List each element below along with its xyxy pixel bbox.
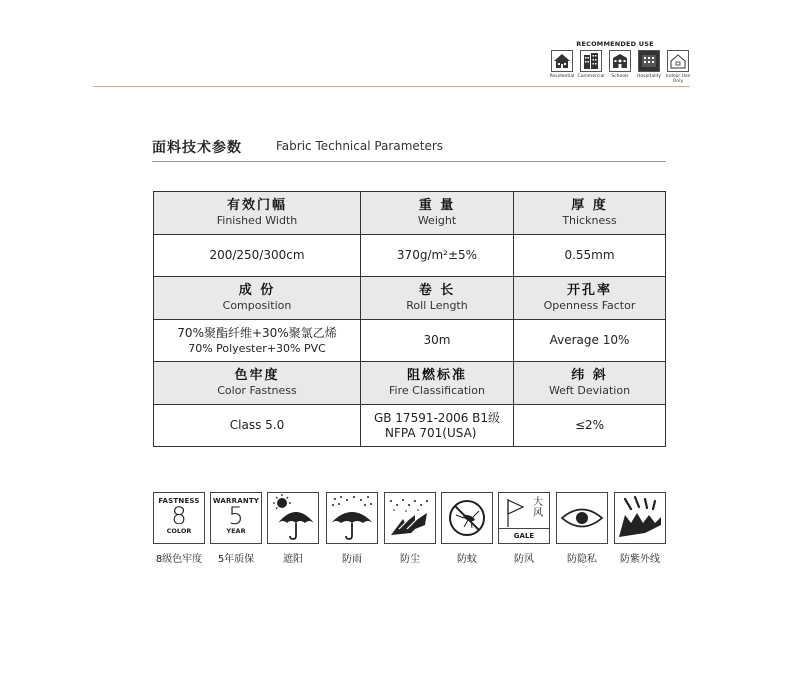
feature-privacy xyxy=(556,492,608,565)
header-en: Weft Deviation xyxy=(548,384,631,397)
eye-icon xyxy=(556,492,608,544)
rec-commercial-label: Commercial xyxy=(577,74,605,79)
uv-block-icon xyxy=(614,492,666,544)
feature-label: 防风 xyxy=(514,554,534,565)
header-cell-roll-length xyxy=(361,277,514,320)
badge-number: 8 xyxy=(171,502,187,530)
feature-label: 防紫外线 xyxy=(620,554,660,565)
badge-bottom-text: YEAR xyxy=(226,527,246,535)
header-cn: 成 份 xyxy=(238,283,276,298)
rec-hospitality-label: Hospitality xyxy=(636,74,662,79)
feature-label: 8级色牢度 xyxy=(155,554,203,565)
table-header-row xyxy=(154,277,666,320)
feature-mosquito-proof xyxy=(441,492,493,565)
school-icon xyxy=(609,50,631,72)
header-cn: 阻燃标准 xyxy=(406,368,467,383)
rec-residential xyxy=(548,50,576,79)
section-title-cn: 面料技术参数 xyxy=(152,140,242,156)
header-cn: 有效门幅 xyxy=(226,198,287,213)
gale-flag-icon xyxy=(498,492,550,544)
feature-label: 防隐私 xyxy=(567,554,597,565)
value-text: NFPA 701(USA) xyxy=(385,425,477,440)
rec-residential-label: Residential xyxy=(549,74,575,79)
feature-color-fastness xyxy=(153,492,205,565)
residential-icon xyxy=(551,50,573,72)
header-divider xyxy=(93,86,690,87)
header-cn: 重 量 xyxy=(418,198,456,213)
color-fastness-badge-icon xyxy=(153,492,205,544)
header-cell-fire xyxy=(361,362,514,405)
header-cell-weft xyxy=(514,362,666,405)
feature-label: 防蚊 xyxy=(457,554,477,565)
dust-icon xyxy=(384,492,436,544)
no-mosquito-icon xyxy=(441,492,493,544)
header-en: Openness Factor xyxy=(543,299,636,312)
rec-schools xyxy=(606,50,634,79)
header-en: Roll Length xyxy=(406,299,468,312)
indoor-use-icon xyxy=(667,50,689,72)
header-cell-composition xyxy=(154,277,361,320)
header-cn: 色牢度 xyxy=(234,368,280,383)
table-row xyxy=(154,405,666,447)
recommended-use-title: RECOMMENDED USE xyxy=(576,40,654,48)
feature-label: 防尘 xyxy=(400,554,420,565)
header-en: Composition xyxy=(222,299,292,312)
sun-umbrella-icon xyxy=(267,492,319,544)
gale-label: GALE xyxy=(499,528,549,543)
value-cell-color-fastness xyxy=(154,405,361,447)
value-cell-weft xyxy=(514,405,666,447)
value-cell-openness xyxy=(514,320,666,362)
gale-cn-bottom: 风 xyxy=(533,508,543,519)
feature-label: 防雨 xyxy=(342,554,362,565)
section-title-en: Fabric Technical Parameters xyxy=(276,139,444,153)
rec-commercial xyxy=(577,50,605,79)
value-text: Class 5.0 xyxy=(229,418,285,432)
feature-uv-protection xyxy=(614,492,666,565)
value-text: 70%聚酯纤维+30%聚氯乙烯 xyxy=(177,325,337,340)
table-header-row xyxy=(154,362,666,405)
warranty-badge-icon xyxy=(210,492,262,544)
value-cell-thickness xyxy=(514,235,666,277)
rec-hospitality xyxy=(635,50,663,79)
value-cell-width xyxy=(154,235,361,277)
value-text: GB 17591-2006 B1级 xyxy=(373,410,501,425)
gale-cn-top: 大 xyxy=(533,497,543,508)
badge-top-text: FASTNESS xyxy=(158,497,200,505)
badge-top-text: WARRANTY xyxy=(212,497,260,505)
feature-dustproof xyxy=(384,492,436,565)
rec-indoor xyxy=(664,50,692,84)
commercial-icon xyxy=(580,50,602,72)
value-cell-roll-length xyxy=(361,320,514,362)
header-cn: 开孔率 xyxy=(566,283,612,298)
parameters-table xyxy=(153,191,666,447)
value-text: 370g/m²±5% xyxy=(396,248,478,262)
header-cell-thickness xyxy=(514,192,666,235)
table-row xyxy=(154,320,666,362)
feature-windproof xyxy=(498,492,550,565)
feature-label: 遮阳 xyxy=(283,554,303,565)
header-cell-openness xyxy=(514,277,666,320)
value-cell-weight xyxy=(361,235,514,277)
feature-rainproof xyxy=(326,492,378,565)
header-cn: 卷 长 xyxy=(418,283,456,298)
header-cn: 纬 斜 xyxy=(571,368,608,383)
feature-sunshade xyxy=(267,492,319,565)
value-cell-fire xyxy=(361,405,514,447)
value-text: 200/250/300cm xyxy=(209,248,305,262)
table-row xyxy=(154,235,666,277)
value-text: Average 10% xyxy=(549,333,630,347)
header-cell-weight xyxy=(361,192,514,235)
rain-umbrella-icon xyxy=(326,492,378,544)
value-text: ≤2% xyxy=(574,418,605,432)
badge-number: 5 xyxy=(228,502,244,530)
value-text: 70% Polyester+30% PVC xyxy=(188,341,326,355)
header-en: Finished Width xyxy=(216,214,298,227)
table-header-row xyxy=(154,192,666,235)
header-cell-color-fastness xyxy=(154,362,361,405)
header-en: Thickness xyxy=(562,214,617,227)
header-en: Color Fastness xyxy=(217,384,297,397)
hospitality-icon xyxy=(638,50,660,72)
value-text: 0.55mm xyxy=(564,248,615,262)
section-heading xyxy=(152,137,666,162)
header-en: Weight xyxy=(417,214,457,227)
value-text: 30m xyxy=(423,333,451,347)
recommended-use-panel xyxy=(548,40,690,88)
rec-schools-label: Schools xyxy=(611,74,629,79)
header-en: Fire Classification xyxy=(389,384,485,397)
badge-bottom-text: COLOR xyxy=(166,527,192,535)
rec-indoor-label: Indoor Use Only xyxy=(665,74,691,84)
value-cell-composition xyxy=(154,320,361,362)
feature-label: 5年质保 xyxy=(217,554,255,565)
feature-warranty xyxy=(210,492,262,565)
header-cn: 厚 度 xyxy=(571,198,608,213)
header-cell-width xyxy=(154,192,361,235)
